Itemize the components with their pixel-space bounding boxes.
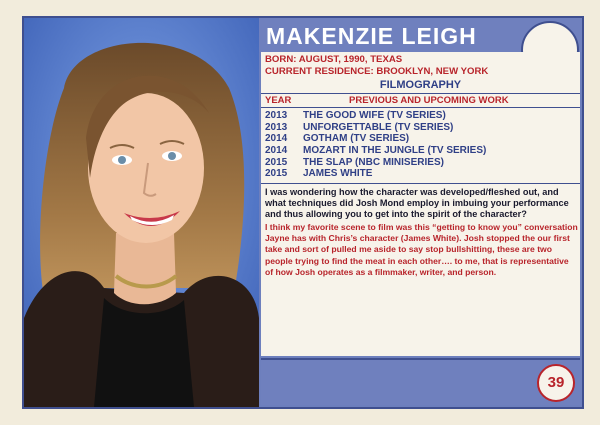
film-title: THE SLAP (NBC MINISERIES) <box>303 156 444 168</box>
interview-answer: I think my favorite scene to film was this “getting to know you” conversation Jayne has with Chris’s character (James White). Josh stopped the our first take and sort of pulled me aside to say stop bullshitting, these are two people trying to find the meat in each other…. to me, that is representative of how Josh operates as a filmmaker, writer, and person. <box>265 222 578 277</box>
list-item <box>265 133 486 145</box>
list-item <box>265 157 486 169</box>
film-year: 2015 <box>265 168 288 180</box>
film-year: 2013 <box>265 110 288 121</box>
film-year: 2014 <box>265 145 288 157</box>
card-footer <box>261 358 580 405</box>
filmography-list <box>265 110 486 180</box>
film-title: UNFORGETTABLE (TV SERIES) <box>303 121 454 133</box>
bio-block <box>265 54 488 77</box>
film-title: GOTHAM (TV SERIES) <box>303 133 410 145</box>
list-item <box>265 145 486 157</box>
list-item <box>265 122 486 134</box>
player-name: MAKENZIE LEIGH <box>266 23 477 49</box>
film-title: MOZART IN THE JUNGLE (TV SERIES) <box>303 145 487 157</box>
list-item <box>265 110 486 122</box>
portrait-photo <box>24 18 259 407</box>
interview-question: I was wondering how the character was developed/fleshed out, and what techniques did Josh Mond employ in imbuing your performance and thus allowing you to get into the spirit of the character? <box>265 187 569 220</box>
residence-line: CURRENT RESIDENCE: BROOKLYN, NEW YORK <box>265 65 489 77</box>
filmography-column-headers <box>261 93 580 108</box>
info-panel <box>259 18 582 407</box>
film-year: 2015 <box>265 156 288 168</box>
section-divider <box>261 183 580 184</box>
film-year: 2014 <box>265 133 288 145</box>
film-title: THE GOOD WIFE (TV SERIES) <box>303 110 446 121</box>
card-number-badge: 39 <box>537 364 575 402</box>
born-line: BORN: AUGUST, 1990, TEXAS <box>265 54 403 65</box>
list-item <box>265 168 486 180</box>
film-year: 2013 <box>265 121 288 133</box>
year-column-header: YEAR <box>265 95 292 106</box>
filmography-title: FILMOGRAPHY <box>379 79 462 91</box>
card-content <box>261 52 580 356</box>
film-title: JAMES WHITE <box>303 168 373 180</box>
work-column-header: PREVIOUS AND UPCOMING WORK <box>349 95 509 106</box>
